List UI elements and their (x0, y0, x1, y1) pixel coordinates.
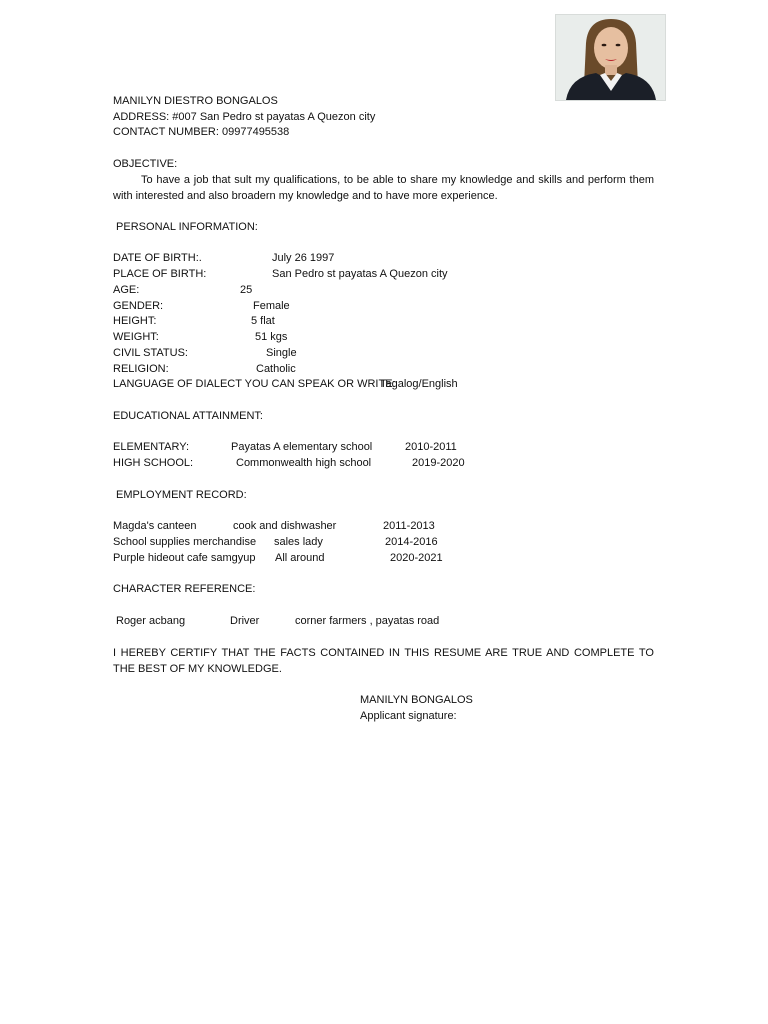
reference-occupation: Driver (230, 615, 260, 627)
objective-text (113, 172, 654, 204)
objective-body: To have a job that sult my qualifications, to be able to share my knowledge and skills and perform them with interested and also broadern my knowledge and to have more experience. (113, 174, 654, 202)
employment-employer: Purple hideout cafe samgyup (113, 552, 256, 564)
highschool-school: Commonwealth high school (236, 457, 372, 469)
height-value: 5 flat (251, 315, 275, 327)
dob-value: July 26 1997 (272, 252, 335, 264)
applicant-name: MANILYN DIESTRO BONGALOS (113, 95, 278, 107)
age-value: 25 (240, 284, 253, 296)
gender-label: GENDER: (113, 300, 164, 312)
elementary-label: ELEMENTARY: (113, 441, 190, 453)
age-label: AGE: (113, 284, 140, 296)
reference-address: corner farmers , payatas road (295, 615, 440, 627)
employment-position: sales lady (274, 536, 323, 548)
certification-text: I HEREBY CERTIFY THAT THE FACTS CONTAINED IN THIS RESUME ARE TRUE AND COMPLETE TO THE BEST OF MY KNOWLEDGE. (113, 647, 654, 675)
elementary-years: 2010-2011 (405, 441, 457, 453)
employment-employer: School supplies merchandise (113, 536, 257, 548)
address-line: ADDRESS: #007 San Pedro st payatas A Quezon city (113, 111, 376, 123)
objective-heading: OBJECTIVE: (113, 158, 178, 170)
religion-label: RELIGION: (113, 363, 169, 375)
language-label: LANGUAGE OF DIALECT YOU CAN SPEAK OR WRITE: (113, 378, 396, 390)
contact-number: CONTACT NUMBER: 09977495538 (113, 126, 290, 138)
elementary-school: Payatas A elementary school (231, 441, 373, 453)
highschool-label: HIGH SCHOOL: (113, 457, 194, 469)
dob-label: DATE OF BIRTH:. (113, 252, 202, 264)
religion-value: Catholic (256, 363, 296, 375)
employment-position: All around (275, 552, 325, 564)
portrait-icon (556, 15, 665, 100)
pob-label: PLACE OF BIRTH: (113, 268, 207, 280)
weight-label: WEIGHT: (113, 331, 159, 343)
employment-position: cook and dishwasher (233, 520, 337, 532)
employment-years: 2020-2021 (390, 552, 443, 564)
employment-years: 2011-2013 (383, 520, 435, 532)
gender-value: Female (253, 300, 290, 312)
employment-heading: EMPLOYMENT RECORD: (113, 489, 247, 501)
highschool-years: 2019-2020 (412, 457, 465, 469)
signature-label: Applicant signature: (360, 710, 457, 722)
signature-name: MANILYN BONGALOS (360, 694, 473, 706)
employment-years: 2014-2016 (385, 536, 438, 548)
weight-value: 51 kgs (255, 331, 288, 343)
language-value: Tagalog/English (380, 378, 458, 390)
reference-name: Roger acbang (116, 615, 186, 627)
civil-status-label: CIVIL STATUS: (113, 347, 188, 359)
applicant-photo (555, 14, 666, 101)
education-heading: EDUCATIONAL ATTAINMENT: (113, 410, 263, 422)
employment-employer: Magda's canteen (113, 520, 197, 532)
pob-value: San Pedro st payatas A Quezon city (272, 268, 448, 280)
civil-status-value: Single (266, 347, 297, 359)
height-label: HEIGHT: (113, 315, 157, 327)
personal-info-heading: PERSONAL INFORMATION: (113, 221, 258, 233)
reference-heading: CHARACTER REFERENCE: (113, 583, 256, 595)
